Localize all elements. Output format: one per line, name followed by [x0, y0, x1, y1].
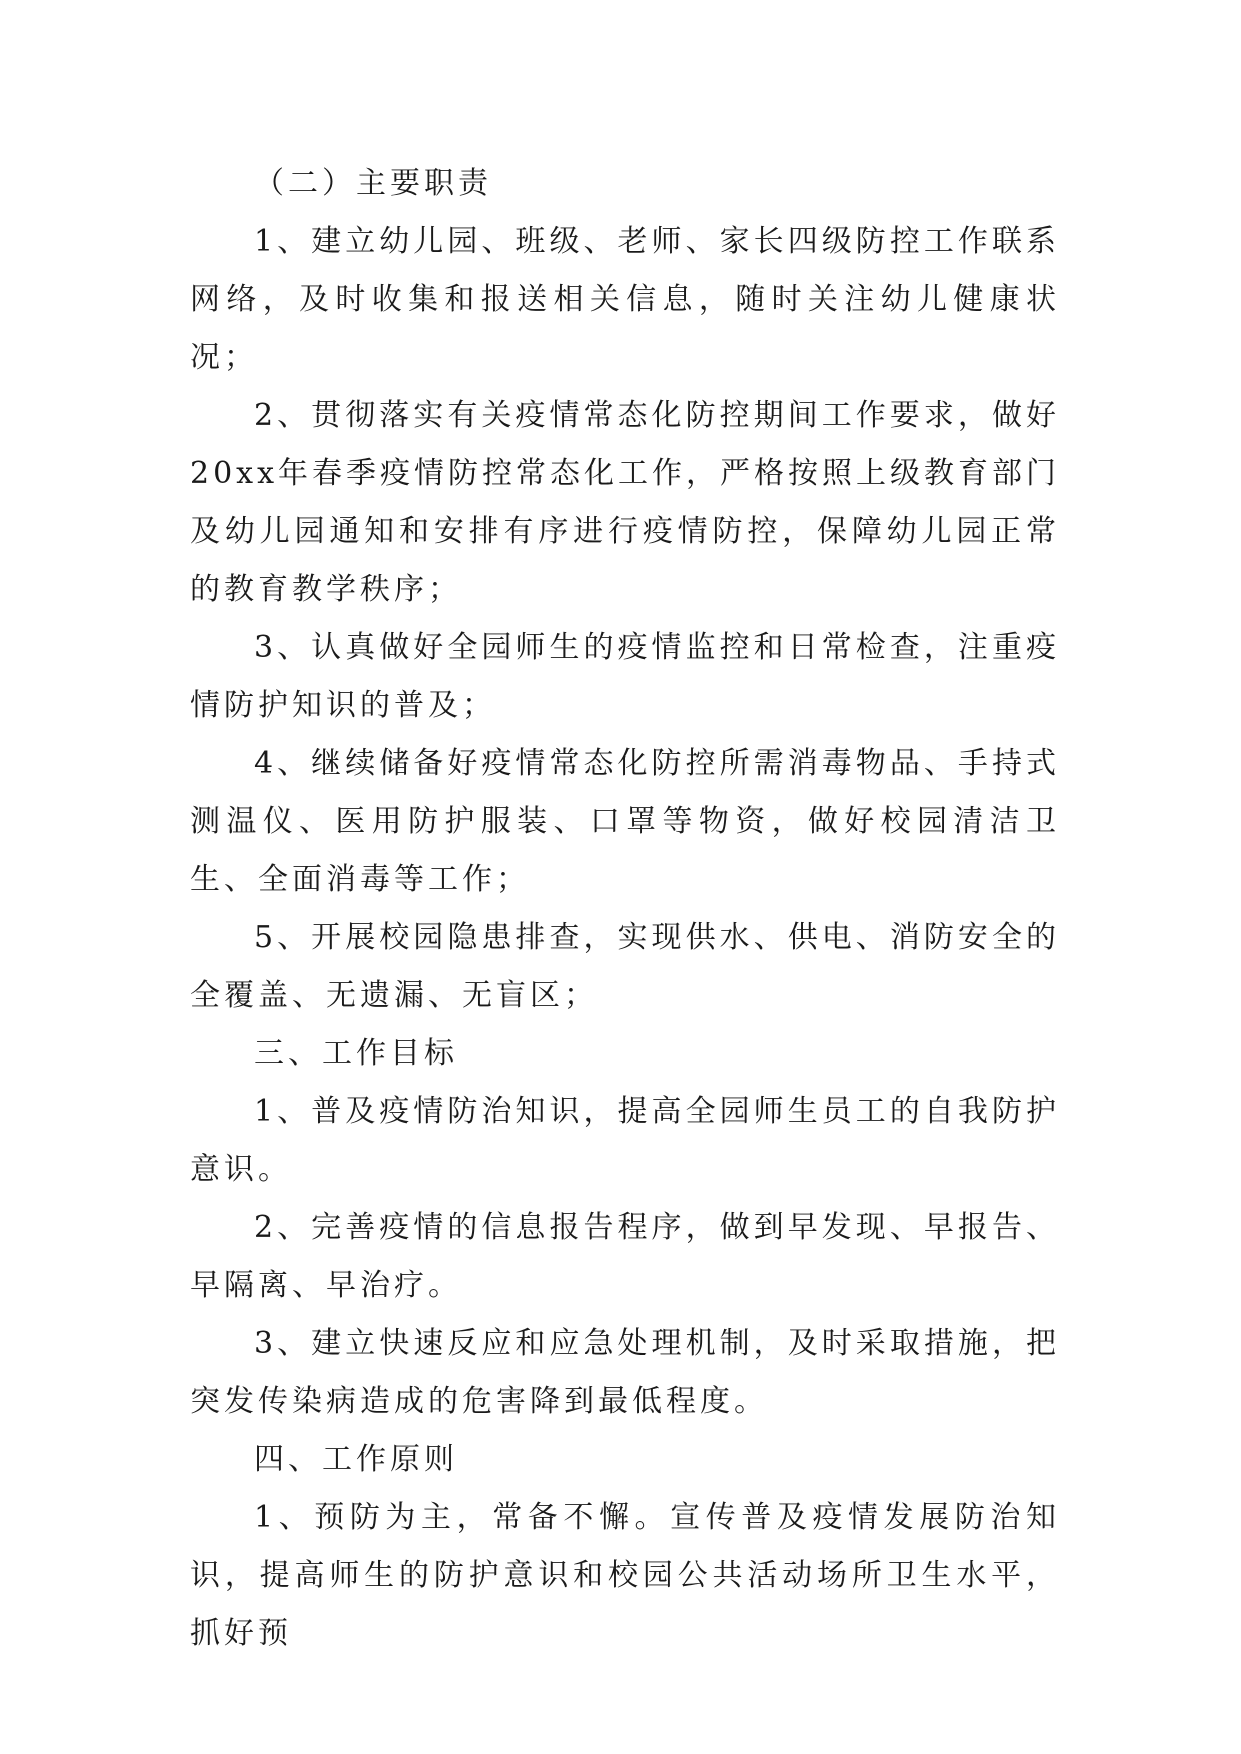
duty-item-2: 2、贯彻落实有关疫情常态化防控期间工作要求，做好20xx年春季疫情防控常态化工作，严格按照上级教育部门及幼儿园通知和安排有序进行疫情防控，保障幼儿园正常的教育教学秩序； [190, 398, 1061, 607]
goal-item-1: 1、普及疫情防治知识，提高全园师生员工的自我防护意识。 [190, 1094, 1060, 1187]
section-heading-work-goals: 三、工作目标 [254, 1036, 458, 1071]
section-heading-main-duties: （二）主要职责 [254, 166, 492, 201]
document-body [190, 155, 1060, 1663]
section-heading-work-principles: 四、工作原则 [254, 1442, 458, 1477]
duty-item-4: 4、继续储备好疫情常态化防控所需消毒物品、手持式测温仪、医用防护服装、口罩等物资，做好校园清洁卫生、全面消毒等工作； [190, 746, 1060, 897]
goal-item-2: 2、完善疫情的信息报告程序，做到早发现、早报告、早隔离、早治疗。 [190, 1210, 1060, 1303]
goal-item-3: 3、建立快速反应和应急处理机制，及时采取措施，把突发传染病造成的危害降到最低程度。 [190, 1326, 1060, 1419]
duty-item-5: 5、开展校园隐患排查，实现供水、供电、消防安全的全覆盖、无遗漏、无盲区； [190, 920, 1060, 1013]
duty-item-1: 1、建立幼儿园、班级、老师、家长四级防控工作联系网络，及时收集和报送相关信息，随时关注幼儿健康状况； [190, 224, 1060, 375]
principle-item-1: 1、预防为主，常备不懈。宣传普及疫情发展防治知识，提高师生的防护意识和校园公共活动场所卫生水平，抓好预 [190, 1500, 1060, 1651]
duty-item-3: 3、认真做好全园师生的疫情监控和日常检查，注重疫情防护知识的普及； [190, 630, 1060, 723]
